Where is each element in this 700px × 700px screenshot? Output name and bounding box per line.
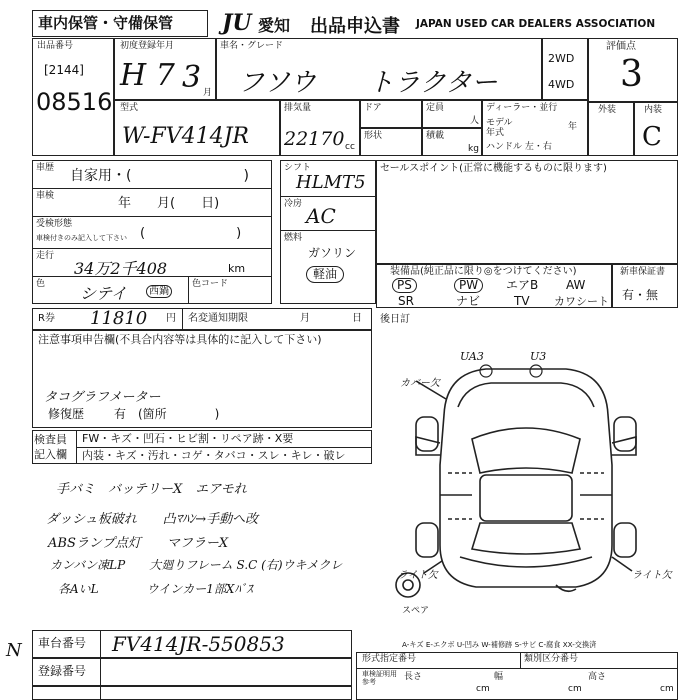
shift-value: HLMT5: [296, 172, 366, 193]
lot-label: 出品番号: [37, 41, 74, 51]
equip-ps: PS: [392, 278, 417, 293]
divider: [32, 216, 272, 217]
divider: [32, 188, 272, 189]
equip-airbag: エアB: [506, 278, 539, 292]
first-reg-value: H 7: [120, 58, 175, 93]
door-label: ドア: [364, 103, 382, 113]
interior-label: 内装: [644, 105, 663, 115]
kg-unit: kg: [468, 144, 479, 154]
drive-2wd: 2WD: [548, 52, 575, 65]
inspection-label: 車検: [36, 191, 55, 201]
reg-label: 登録番号: [38, 664, 87, 678]
transfer-note: 車検付きのみ記入して下さい: [36, 234, 127, 242]
capacity-label: 定員: [426, 103, 445, 113]
height-unit: cm: [660, 684, 674, 694]
cc-unit: cc: [345, 142, 355, 152]
color-value: シテイ: [80, 284, 127, 303]
storage-label: 車内保管・守備保管: [38, 14, 174, 32]
color-code-label: 色コード: [192, 279, 229, 289]
drive-4wd: 4WD: [548, 78, 575, 91]
cc-value: 22170: [284, 128, 345, 150]
divider: [188, 276, 189, 304]
diagram-legend: A-キズ E-エクボ U-凹み W-補修跡 S-サビ C-腐食 XX-交換済: [402, 640, 597, 649]
inspection-value: 年 月( 日): [118, 196, 220, 211]
shift-label: シフト: [284, 163, 312, 173]
windshield: [472, 428, 580, 473]
wheel-front-left: [416, 417, 438, 451]
inspector-note-2: ダッシュ板破れ 凸ﾏﾊﾝ→手動へ改: [46, 512, 259, 527]
fuel-label: 燃料: [284, 233, 303, 243]
diagram-label-ua3: UA3: [460, 350, 484, 363]
rear-section: [460, 557, 592, 567]
sales-point-label: セールスポイント(正常に機能するものに限ります): [380, 163, 607, 174]
color-extra: 西鍋: [146, 285, 172, 298]
type-designation-label: 形式指定番号: [362, 654, 417, 664]
page-subtitle: JAPAN USED CAR DEALERS ASSOCIATION: [416, 18, 656, 30]
repair-date-label: 後日訂: [380, 314, 410, 325]
mileage-label: 走行: [36, 251, 55, 261]
dealer-label: ディーラー・並行: [486, 103, 558, 113]
mirror-left: [416, 437, 440, 455]
exterior-value: C: [642, 122, 662, 152]
width-unit: cm: [568, 684, 582, 694]
divider: [182, 308, 183, 330]
history-label: 車歴: [36, 163, 55, 173]
load-label: 積載: [426, 131, 445, 141]
month-unit: 月: [203, 88, 213, 98]
wheel-front-right: [614, 417, 636, 451]
wheel-rear-right: [614, 523, 636, 557]
page-title: 出品申込書: [310, 16, 400, 37]
diagram-label-light-left: ライト欠: [398, 570, 438, 581]
divider: [280, 230, 376, 231]
divider: [280, 196, 376, 197]
mirror-right: [612, 437, 636, 455]
shape-label: 形状: [364, 131, 383, 141]
type-value: W-FV414JR: [122, 124, 249, 149]
type-label: 型式: [120, 103, 139, 113]
inspector-note-4: カンバン凍LP 大廻りフレーム S.C (右)ウキメクレ: [50, 558, 343, 572]
mileage-value: 34万2千408: [74, 259, 168, 278]
equip-navi: ナビ: [456, 294, 481, 308]
cert-label: 車検証明用 参考: [362, 670, 397, 686]
tax-label: 名変通知期限: [188, 313, 248, 324]
recycle-label: R券: [38, 313, 55, 324]
interior-line: 内装・キズ・汚れ・コゲ・タバコ・スレ・キレ・破レ: [82, 449, 346, 462]
length-label: 長さ: [404, 672, 423, 682]
divider: [356, 668, 678, 669]
width-label: 幅: [494, 672, 504, 682]
model-name: フソウ トラクター: [238, 68, 498, 98]
person-unit: 人: [470, 116, 480, 126]
fw-line: FW・キズ・凹石・ヒビ割・リペア跡・X要: [82, 432, 294, 445]
year-unit-1: 年: [568, 122, 578, 132]
divider: [32, 248, 272, 249]
chassis-value: FV414JR-550853: [112, 632, 285, 656]
fuel-diesel: 軽油: [306, 266, 344, 283]
model-grade-label: 車名・グレード: [220, 41, 284, 51]
repair-value: 有 (箇所 ): [114, 407, 220, 421]
aircon-value: AC: [306, 204, 336, 228]
history-value: 自家用・( ): [70, 168, 249, 184]
equip-seat: カワシート: [554, 295, 609, 308]
wheel-rear-left: [416, 523, 438, 557]
model-year-label: モデル 年式: [486, 118, 513, 138]
roof: [480, 475, 572, 521]
first-reg-month: 3: [182, 60, 202, 95]
left-mark: N: [6, 640, 22, 661]
cc-label: 排気量: [284, 103, 312, 113]
reg-box-extra: [32, 686, 352, 700]
recycle-unit: 円: [166, 313, 176, 324]
class-label: 類別区分番号: [524, 654, 579, 664]
door-lines: [448, 473, 604, 519]
notes-line1: タコグラフメーター: [44, 390, 161, 405]
warranty-value: 有・無: [622, 288, 659, 302]
handle-label: ハンドル 左・右: [486, 142, 552, 152]
chassis-label: 車台番号: [38, 636, 87, 650]
rear-window: [472, 523, 580, 554]
equipment-label: 装備品(純正品に限り◎をつけてください): [390, 266, 577, 277]
mileage-unit: km: [228, 262, 246, 275]
repair-label: 修復歴: [48, 407, 85, 421]
warranty-label: 新車保証書: [620, 267, 666, 277]
fuel-gas: ガソリン: [308, 246, 357, 260]
lot-bracket: [2144]: [44, 63, 84, 77]
recycle-value: 11810: [90, 308, 148, 329]
transfer-label: 受検形態: [36, 219, 73, 229]
aircon-label: 冷房: [284, 199, 303, 209]
height-label: 高さ: [588, 672, 607, 682]
tax-day: 日: [352, 313, 362, 324]
inspector-note-1: 手バミ バッテリーX エアモれ: [56, 482, 247, 497]
notes-label: 注意事項申告欄(不具合内容等は具体的に記入して下さい): [38, 333, 322, 346]
rating-label: 評価点: [606, 41, 636, 52]
front-section: [458, 383, 594, 407]
diagram-label-spare: スペア: [402, 606, 430, 616]
color-label: 色: [36, 279, 46, 289]
inspector-label-2: 記入欄: [34, 448, 67, 461]
diagram-label-light-right: ライト欠: [632, 570, 672, 581]
length-unit: cm: [476, 684, 490, 694]
inspector-label-1: 検査員: [34, 433, 67, 446]
equip-pw: PW: [454, 278, 483, 293]
exterior-label: 外装: [598, 105, 617, 115]
lot-number: 08516: [36, 88, 113, 116]
divider: [76, 447, 372, 448]
equip-sr: SR: [398, 294, 414, 308]
equip-aw: AW: [566, 278, 586, 292]
inspector-note-3: ABSランプ点灯 マフラーX: [48, 536, 229, 551]
diagram-label-cover: カバー欠: [400, 378, 440, 389]
divider: [520, 652, 521, 668]
diagram-label-u3: U3: [530, 350, 547, 363]
sales-point-box: [376, 160, 678, 264]
inspector-note-5: 各AいL ウインカー1部Xﾊﾞｽ: [58, 582, 253, 596]
rating-value: 3: [620, 54, 643, 95]
transfer-value: ( ): [140, 226, 242, 241]
equip-tv: TV: [514, 294, 530, 308]
first-reg-label: 初度登録年月: [120, 41, 175, 51]
tax-month: 月: [300, 313, 310, 324]
org-name: 愛知: [258, 16, 291, 35]
logo: JU: [222, 10, 252, 36]
